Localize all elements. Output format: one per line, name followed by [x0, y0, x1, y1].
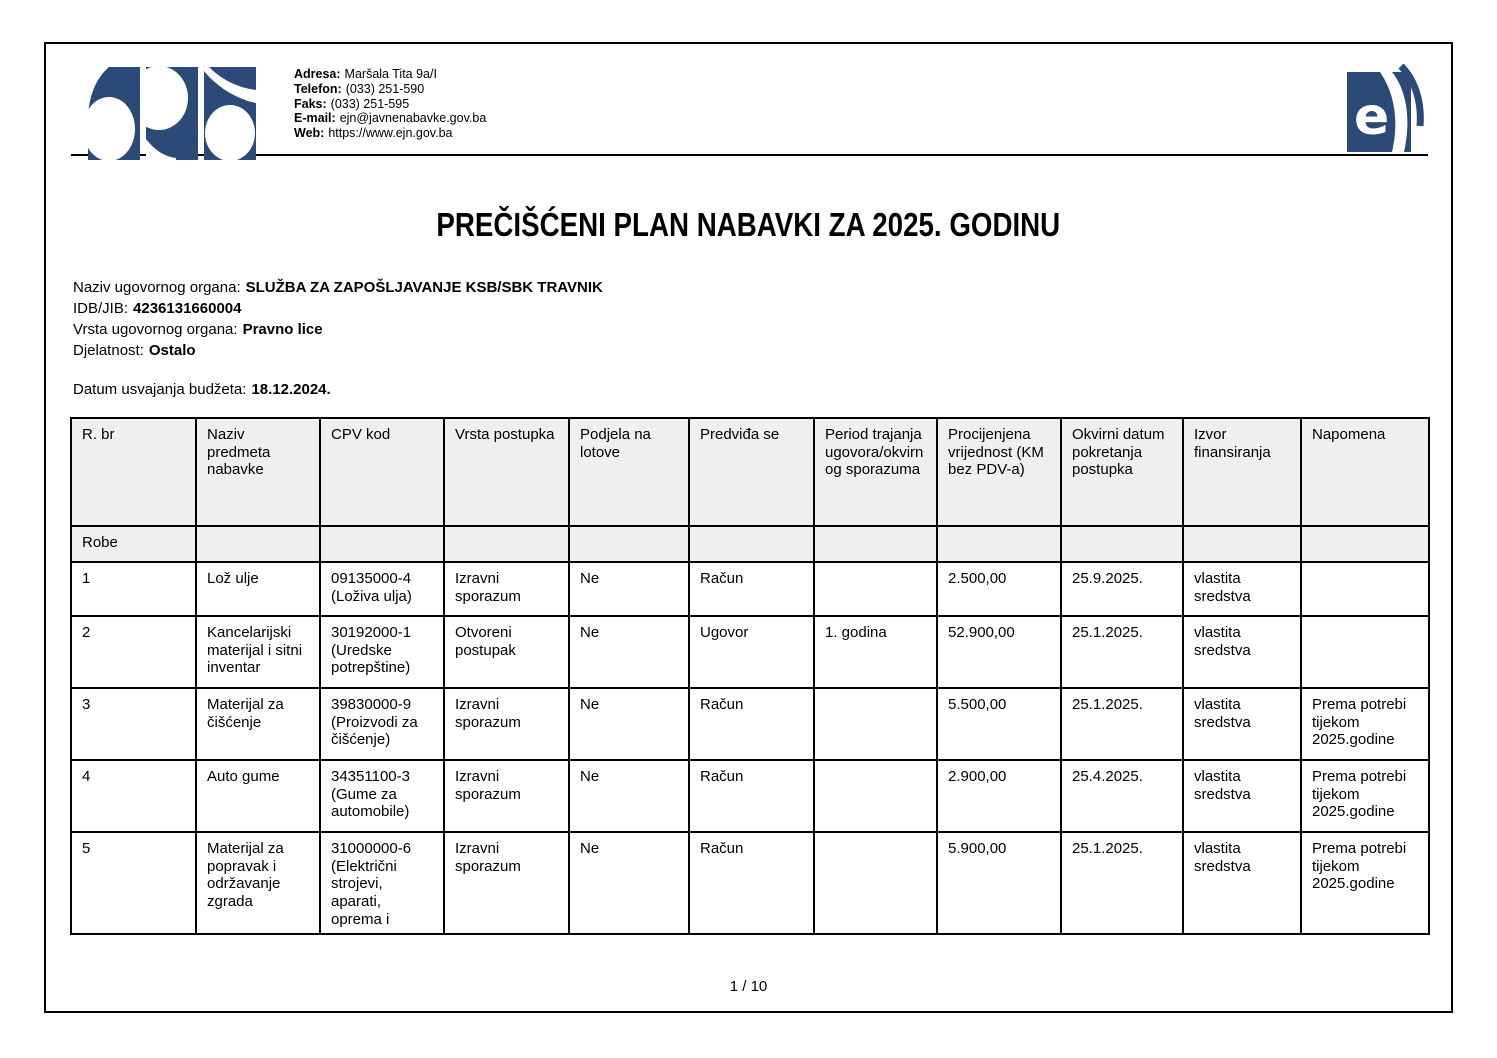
- table-cell: 4: [71, 760, 196, 832]
- table-cell: vlastita sredstva: [1183, 832, 1301, 934]
- table-cell: Račun: [689, 832, 814, 934]
- table-cell: Otvoreni postupak: [444, 616, 569, 688]
- svg-text:e: e: [1354, 87, 1390, 147]
- meta-line-activity: [73, 340, 1451, 361]
- table-cell: 34351100-3 (Gume za automobile): [320, 760, 444, 832]
- table-row: [71, 688, 1429, 760]
- table-cell: 30192000-1 (Uredske potrepštine): [320, 616, 444, 688]
- section-empty-cell: [444, 526, 569, 562]
- contact-line-fax: [294, 97, 486, 112]
- header-cell-izvor: Izvor finansiranja: [1183, 418, 1301, 526]
- section-empty-cell: [320, 526, 444, 562]
- header-cell-naziv: Naziv predmeta nabavke: [196, 418, 320, 526]
- meta-label: Naziv ugovornog organa:: [73, 279, 241, 296]
- table-header: [71, 418, 1429, 526]
- meta-label: Djelatnost:: [73, 342, 144, 359]
- table-cell: vlastita sredstva: [1183, 688, 1301, 760]
- meta-value: Pravno lice: [242, 321, 323, 338]
- page-number: 1 / 10: [729, 978, 768, 995]
- table-row: [71, 760, 1429, 832]
- table-body: [71, 526, 1429, 934]
- table-cell: [814, 562, 937, 616]
- table-cell: Ne: [569, 562, 689, 616]
- header-cell-vrsta: Vrsta postupka: [444, 418, 569, 526]
- contact-value: (033) 251-590: [345, 81, 425, 96]
- contact-label: Telefon:: [294, 81, 342, 96]
- budget-date-value: 18.12.2024.: [251, 381, 331, 398]
- ejn-e-logo-icon: [1347, 64, 1425, 152]
- table-cell: 52.900,00: [937, 616, 1061, 688]
- table-cell: [1301, 616, 1429, 688]
- contact-line-web: [294, 126, 486, 141]
- table-cell: 25.1.2025.: [1061, 616, 1183, 688]
- table-cell: 31000000-6 (Električni strojevi, aparati, oprema i: [320, 832, 444, 934]
- table-cell: Račun: [689, 760, 814, 832]
- section-label-cell: Robe: [71, 526, 196, 562]
- table-cell: Ne: [569, 760, 689, 832]
- table-row: [71, 562, 1429, 616]
- table-cell: 25.9.2025.: [1061, 562, 1183, 616]
- contact-value: Maršala Tita 9a/I: [344, 67, 437, 81]
- meta-block: [73, 277, 1451, 361]
- table-cell: [814, 688, 937, 760]
- contact-line-email: [294, 111, 486, 126]
- table-cell: vlastita sredstva: [1183, 562, 1301, 616]
- contact-value: (033) 251-595: [330, 96, 410, 111]
- table-cell: Izravni sporazum: [444, 562, 569, 616]
- table-cell: 1. godina: [814, 616, 937, 688]
- table-cell: [814, 832, 937, 934]
- meta-line-organ-name: [73, 277, 1451, 298]
- section-empty-cell: [1301, 526, 1429, 562]
- budget-date-line: [73, 379, 1451, 400]
- table-row: [71, 832, 1429, 934]
- procurement-table: [70, 417, 1430, 935]
- header-cell-napomena: Napomena: [1301, 418, 1429, 526]
- section-empty-cell: [196, 526, 320, 562]
- table-cell: 2.500,00: [937, 562, 1061, 616]
- table-cell: vlastita sredstva: [1183, 616, 1301, 688]
- table-cell: 1: [71, 562, 196, 616]
- header-cell-vrijednost: Procijenjena vrijednost (KM bez PDV-a): [937, 418, 1061, 526]
- meta-value: Ostalo: [148, 342, 196, 359]
- contact-line-phone: [294, 82, 486, 97]
- header-cell-rbr: R. br: [71, 418, 196, 526]
- table-cell: Materijal za popravak i održavanje zgrada: [196, 832, 320, 934]
- table-cell: 5.900,00: [937, 832, 1061, 934]
- table-cell: 5.500,00: [937, 688, 1061, 760]
- budget-date-label: Datum usvajanja budžeta:: [73, 381, 247, 398]
- section-empty-cell: [1183, 526, 1301, 562]
- document-header: [46, 44, 1451, 154]
- table-cell: 5: [71, 832, 196, 934]
- section-empty-cell: [814, 526, 937, 562]
- document-page: [44, 42, 1453, 1013]
- contact-label: Faks:: [294, 96, 327, 111]
- table-cell: Prema potrebi tijekom 2025.godine: [1301, 832, 1429, 934]
- table-cell: Račun: [689, 562, 814, 616]
- section-row: [71, 526, 1429, 562]
- header-cell-datum: Okvirni datum pokretanja postupka: [1061, 418, 1183, 526]
- table-cell: Ne: [569, 616, 689, 688]
- header-cell-predvida: Predviđa se: [689, 418, 814, 526]
- section-empty-cell: [1061, 526, 1183, 562]
- table-cell: 09135000-4 (Loživa ulja): [320, 562, 444, 616]
- meta-label: Vrsta ugovornog organa:: [73, 321, 238, 338]
- table-cell: Auto gume: [196, 760, 320, 832]
- table-cell: 25.4.2025.: [1061, 760, 1183, 832]
- table-cell: [1301, 562, 1429, 616]
- section-empty-cell: [569, 526, 689, 562]
- table-cell: 3: [71, 688, 196, 760]
- header-cell-podjela: Podjela na lotove: [569, 418, 689, 526]
- contact-line-address: [294, 67, 486, 82]
- ejn-logo-icon: [88, 67, 256, 160]
- table-cell: 2: [71, 616, 196, 688]
- table-cell: Izravni sporazum: [444, 832, 569, 934]
- table-cell: Ne: [569, 688, 689, 760]
- table-cell: 2.900,00: [937, 760, 1061, 832]
- contact-label: E-mail:: [294, 111, 336, 126]
- meta-value: SLUŽBA ZA ZAPOŠLJAVANJE KSB/SBK TRAVNIK: [245, 279, 603, 296]
- table-cell: 25.1.2025.: [1061, 832, 1183, 934]
- page-title-text: PREČIŠĆENI PLAN NABAVKI ZA 2025. GODINU: [436, 206, 1061, 243]
- header-divider: [71, 154, 1428, 156]
- contact-label: Web:: [294, 126, 325, 141]
- table-cell: 25.1.2025.: [1061, 688, 1183, 760]
- section-empty-cell: [689, 526, 814, 562]
- table-cell: 39830000-9 (Proizvodi za čišćenje): [320, 688, 444, 760]
- meta-line-idb-jib: [73, 298, 1451, 319]
- table-cell: [814, 760, 937, 832]
- table-cell: Prema potrebi tijekom 2025.godine: [1301, 760, 1429, 832]
- table-cell: Kancelarijski materijal i sitni inventar: [196, 616, 320, 688]
- table-cell: Izravni sporazum: [444, 688, 569, 760]
- table-cell: Ugovor: [689, 616, 814, 688]
- table-cell: Lož ulje: [196, 562, 320, 616]
- table-cell: Prema potrebi tijekom 2025.godine: [1301, 688, 1429, 760]
- table-cell: Materijal za čišćenje: [196, 688, 320, 760]
- meta-value: 4236131660004: [133, 300, 242, 317]
- contact-label: Adresa:: [294, 67, 341, 81]
- meta-label: IDB/JIB:: [73, 300, 129, 317]
- page-title: [46, 206, 1451, 244]
- table-cell: Račun: [689, 688, 814, 760]
- table-cell: vlastita sredstva: [1183, 760, 1301, 832]
- table-header-row: [71, 418, 1429, 526]
- table-cell: Izravni sporazum: [444, 760, 569, 832]
- header-cell-period: Period trajanja ugovora/okvirnog sporazuma: [814, 418, 937, 526]
- contact-value: https://www.ejn.gov.ba: [328, 126, 453, 141]
- contact-block: [294, 67, 486, 141]
- header-cell-cpv: CPV kod: [320, 418, 444, 526]
- table-cell: Ne: [569, 832, 689, 934]
- table-row: [71, 616, 1429, 688]
- meta-line-organ-type: [73, 319, 1451, 340]
- contact-value: ejn@javnenabavke.gov.ba: [339, 111, 487, 126]
- section-empty-cell: [937, 526, 1061, 562]
